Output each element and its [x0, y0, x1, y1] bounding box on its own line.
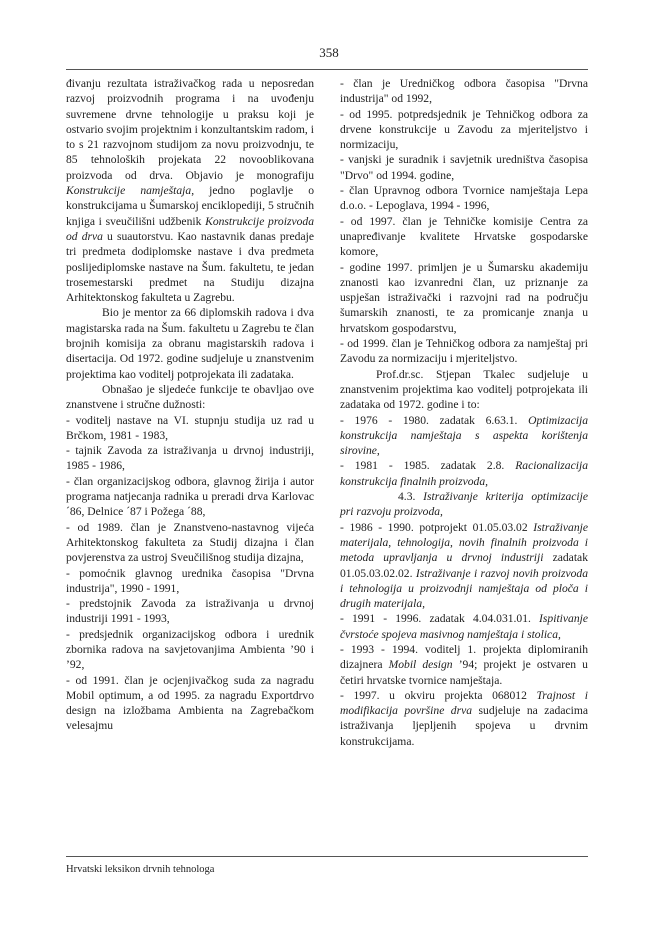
- paragraph: [340, 458, 588, 489]
- italic-text: Konstrukcije proizvoda od drva: [66, 214, 314, 243]
- text-run: - od 1995. potpredsjednik je Tehničkog odbora za drvene konstrukcije u Zavodu za mjeriteljstvo i normizaciju,: [340, 107, 588, 152]
- italic-text: Optimizacija konstrukcija namještaja s aspekta korištenja sirovine,: [340, 413, 588, 458]
- paragraph: [66, 443, 314, 474]
- paragraph: [340, 183, 588, 214]
- paragraph: [340, 688, 588, 749]
- paragraph: [66, 382, 314, 413]
- text-run: - član Upravnog odbora Tvornice namještaja Lepa d.o.o. - Lepoglava, 1994 - 1996,: [340, 184, 588, 213]
- text-run: - predsjednik organizacijskog odbora i urednik zbornika radova na savjetovanjima Ambienta ’90 i ’92,: [66, 627, 314, 672]
- italic-text: Istraživanje materijala, tehnologija, novih finalnih proizvoda i metoda upravljanja u drvnoj industriji: [340, 520, 588, 565]
- text-run: - 1991 - 1996. zadatak 4.04.031.01.: [340, 612, 540, 626]
- text-run: - 1993 - 1994. voditelj 1. projekta diplomiranih dizajnera: [340, 642, 588, 672]
- footer-title: Hrvatski leksikon drvnih tehnologa: [66, 864, 215, 875]
- text-run: - voditelj nastave na VI. stupnju studija uz rad u Brčkom, 1981 - 1983,: [66, 413, 314, 442]
- paragraph: [66, 520, 314, 566]
- text-run: Bio je mentor za 66 diplomskih radova i dva magistarska rada na Šum. fakultetu u Zagrebu te član brojnih komisija za obranu magistarskih radova i disertacija. Od 1972. godine sudjeluje u znanstvenim projektima kao voditelj potprojekata ili zadataka.: [66, 306, 314, 381]
- header-rule: [66, 69, 588, 70]
- italic-text: Istraživanje i razvoj novih proizvoda i tehnologija u proizvodnji namještaja od ploča i drugih materijala,: [340, 566, 588, 611]
- text-run: sudjeluje na zadacima istraživanja ljepljenih spojeva u drvnim konstrukcijama.: [340, 704, 589, 748]
- text-run: Obnašao je sljedeće funkcije te obavljao ove znanstvene i stručne dužnosti:: [66, 382, 314, 412]
- paragraph: [340, 336, 588, 367]
- text-run: - predstojnik Zavoda za istraživanja u drvnoj industriji 1991 - 1993,: [66, 597, 314, 626]
- text-run: zadatak 01.05.03.02.02.: [340, 551, 588, 580]
- text-run: - vanjski je suradnik i savjetnik uredništva časopisa "Drvo" od 1994. godine,: [340, 153, 588, 182]
- paragraph: [340, 214, 588, 260]
- italic-text: Racionalizacija konstrukcija finalnih proizvoda,: [340, 459, 588, 488]
- text-run: - 1986 - 1990. potprojekt 01.05.03.02: [340, 520, 534, 534]
- paragraph: [340, 611, 588, 642]
- italic-text: Trajnost i modifikacija površine drva: [340, 688, 588, 718]
- paragraph: [340, 367, 588, 413]
- italic-text: Ispitivanje čvrstoće spojeva masivnog namještaja i stolica,: [340, 612, 588, 641]
- italic-text: Konstrukcije namještaja: [66, 184, 192, 198]
- paragraph: [340, 107, 588, 153]
- text-run: Prof.dr.sc. Stjepan Tkalec sudjeluje u znanstvenim projektima kao voditelj potprojekata ili zadataka od 1972. godine i to:: [340, 367, 588, 412]
- text-run: u suautorstvu. Kao nastavnik danas predaje tri predmeta dodiplomske nastave i dva predmeta poslijediplomske nastave na Šum. fakultetu, te jedan trosemestarski predmet na Studiju dizajna Arhitektonskog fakulteta u Zagrebu.: [66, 229, 314, 305]
- text-run: - 1981 - 1985. zadatak 2.8.: [340, 459, 516, 473]
- paragraph: [66, 673, 314, 734]
- paragraph: [66, 596, 314, 627]
- paragraph: [340, 413, 588, 459]
- italic-text: Mobil design: [388, 658, 453, 672]
- paragraph: [66, 474, 314, 520]
- text-run: - član organizacijskog odbora, glavnog žirija i autor programa natjecanja radnika u preradi drva Karlovac ´86, Delnice ´87 i Požega ´88,: [66, 474, 314, 519]
- text-run: đivanju rezultata istraživačkog rada u neposredan razvoj proizvodnih programa i na uvođenju suvremene drvne tehnologije u praksu koji je ostvario svojim projektnim i konzultantskim radom, i to s 21 razvojnom studijom za novu proizvodnju, te 85 tehnoloških projekata 22 novooblikovana proizvoda od drva. Objavio je monografiju: [66, 77, 314, 182]
- paragraph: [66, 413, 314, 444]
- text-run: - 1997. u okviru projekta 068012: [340, 688, 537, 702]
- text-run: - godine 1997. primljen je u Šumarsku akademiju znanosti kao izvanredni član, uz priznanje za uspješan istraživački i razvojni rad na području šumarskih znanosti, te za promicanje znanja u hrvatskom gospodarstvu,: [340, 260, 588, 335]
- text-run: - član je Uredničkog odbora časopisa "Drvna industrija" od 1992,: [340, 77, 588, 106]
- text-run: - od 1999. član je Tehničkog odbora za namještaj pri Zavodu za normizaciju i mjeriteljstvo.: [340, 337, 588, 366]
- right-column: [340, 76, 588, 749]
- paragraph: [66, 305, 314, 381]
- paragraph: [66, 76, 314, 305]
- paragraph: [66, 627, 314, 673]
- paragraph: [340, 152, 588, 183]
- paragraph: [340, 260, 588, 336]
- text-run: - pomoćnik glavnog urednika časopisa "Drvna industrija", 1990 - 1991,: [66, 566, 314, 595]
- italic-text: Istraživanje kriterija optimizacije pri razvoju proizvoda,: [340, 490, 588, 519]
- footer-rule: [66, 856, 588, 857]
- text-run: ’94; projekt je ostvaren u četiri hrvatske tvornice namještaja.: [340, 658, 588, 687]
- text-run: , jedno poglavlje o konstrukcijama u Šumarskoj enciklopediji, 5 stručnih knjiga i sveučilišni udžbenik: [66, 184, 314, 228]
- paragraph: [340, 642, 588, 688]
- text-run: - od 1997. član je Tehničke komisije Centra za unapređivanje kvalitete Hrvatske gospodarske komore,: [340, 214, 588, 259]
- text-run: - tajnik Zavoda za istraživanja u drvnoj industriji, 1985 - 1986,: [66, 444, 314, 473]
- page-number: 358: [319, 45, 339, 60]
- text-run: 4.3.: [398, 490, 424, 504]
- paragraph: [340, 520, 588, 612]
- left-column: [66, 76, 314, 734]
- text-run: - od 1991. član je ocjenjivačkog suda za nagradu Mobil optimum, a od 1995. za nagradu Exportdrvo design na izložbama Ambienta na Zagrebačkom velesajmu: [66, 673, 314, 733]
- text-run: - 1976 - 1980. zadatak 6.63.1.: [340, 413, 529, 427]
- paragraph: [340, 76, 588, 107]
- paragraph: [66, 566, 314, 597]
- paragraph: [340, 489, 588, 520]
- text-run: - od 1989. član je Znanstveno-nastavnog vijeća Arhitektonskog fakulteta za Studij dizajna i član povjerenstva za ustroj Sveučilišnog studija dizajna,: [66, 520, 314, 565]
